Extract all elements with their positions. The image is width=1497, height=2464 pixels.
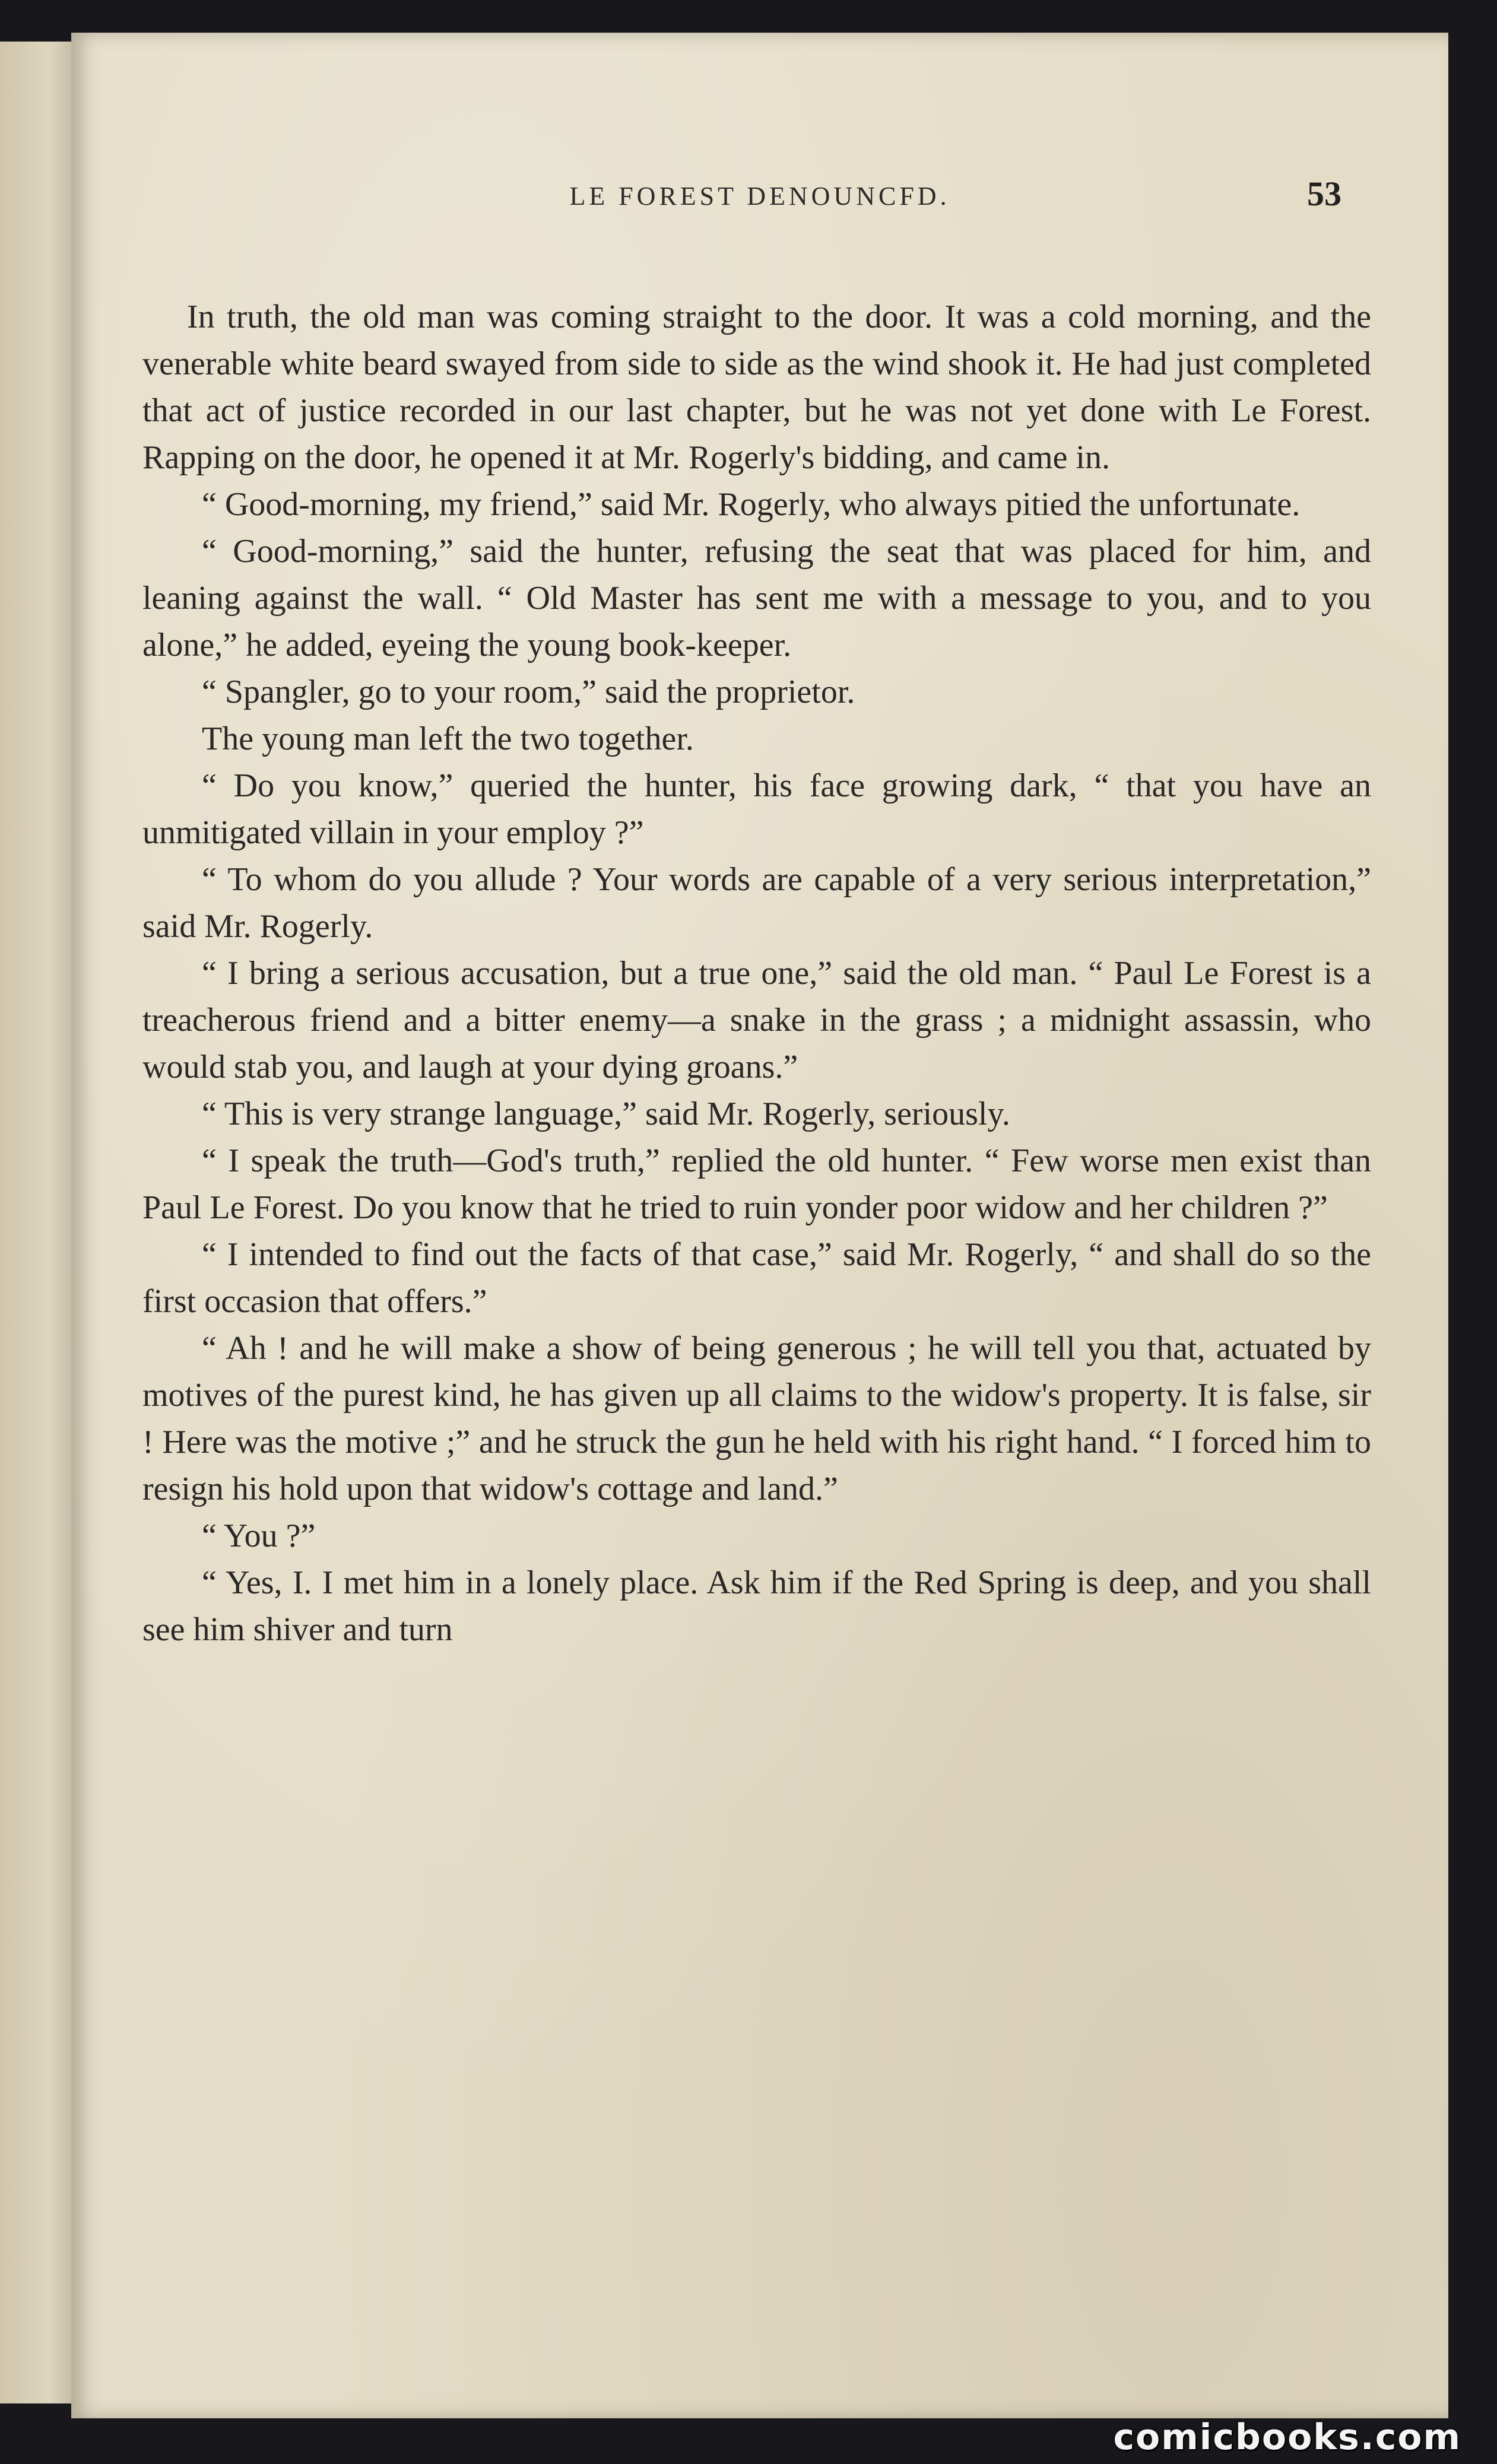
paragraph: In truth, the old man was coming straight to the door. It was a cold morning, and the venerable white beard swayed from side to side as the wind shook it. He had just completed that act of justice recorded in our last chapter, but he was not yet done with Le Forest. Rapping on the door, he opened it at Mr. Rogerly's bidding, and came in. [142,299,1371,476]
paragraph: “ Spangler, go to your room,” said the proprietor. [202,674,855,710]
paragraph: The young man left the two together. [202,720,694,757]
paragraph: “ Good-morning, my friend,” said Mr. Rogerly, who always pitied the unfortunate. [202,486,1301,523]
paragraph: “ Ah ! and he will make a show of being generous ; he will tell you that, actuated by motives of the purest kind, he has given up all claims to the widow's property. It is false, sir ! Here was the motive ;” and he struck the gun he held with his right hand. “ I forced him to resign his hold upon that widow's cottage and land.” [142,1330,1371,1507]
paragraph: “ I speak the truth—God's truth,” replied the old hunter. “ Few worse men exist than Paul Le Forest. Do you know that he tried to ruin yonder poor widow and her children ?” [142,1142,1371,1226]
paragraph: “ I bring a serious accusation, but a true one,” said the old man. “ Paul Le Forest is a treacherous friend and a bitter enemy—a snake in the grass ; a midnight assassin, who would stab you, and laugh at your dying groans.” [142,955,1371,1085]
watermark: comicbooks.com [1113,2417,1461,2458]
paragraph: “ I intended to find out the facts of that case,” said Mr. Rogerly, “ and shall do so the first occasion that offers.” [142,1236,1371,1320]
running-head: LE FOREST DENOUNCFD. [569,182,950,211]
paragraph: “ This is very strange language,” said Mr. Rogerly, seriously. [202,1096,1010,1132]
paragraph: “ To whom do you allude ? Your words are capable of a very serious interpretation,” said Mr. Rogerly. [142,861,1371,945]
body-text [142,294,1371,1653]
book-page [71,33,1448,2418]
paragraph: “ Good-morning,” said the hunter, refusing the seat that was placed for him, and leaning against the wall. “ Old Master has sent me with a message to you, and to you alone,” he added, eyeing the young book-keeper. [142,533,1371,663]
paragraph: “ Yes, I. I met him in a lonely place. Ask him if the Red Spring is deep, and you shall see him shiver and turn [142,1564,1371,1648]
paragraph: “ You ?” [202,1517,316,1554]
page-number: 53 [1307,174,1341,213]
paragraph: “ Do you know,” queried the hunter, his face growing dark, “ that you have an unmitigated villain in your employ ?” [142,767,1371,851]
